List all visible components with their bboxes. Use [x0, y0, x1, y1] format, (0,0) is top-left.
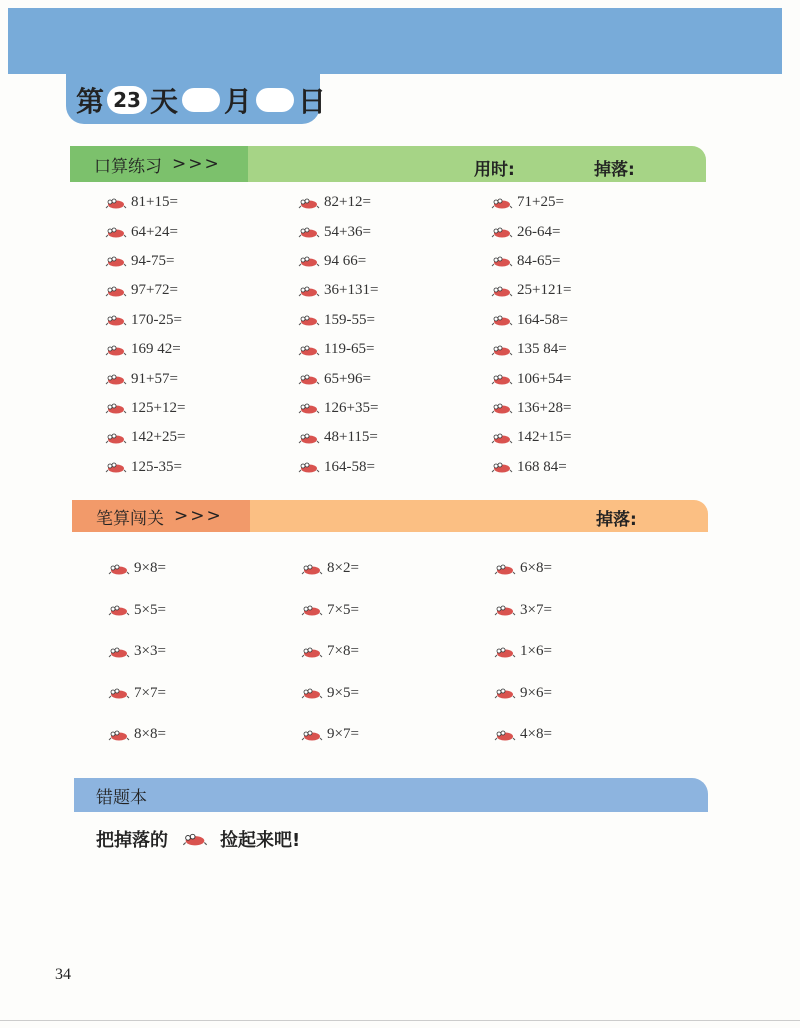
problem-text: 142+15= — [517, 429, 572, 446]
written-section-title: 笔算闯关 — [96, 508, 164, 529]
problem-text: 71+25= — [517, 194, 564, 211]
bug-icon — [298, 226, 320, 238]
oral-section-header — [70, 146, 248, 182]
bug-icon — [491, 402, 513, 414]
oral-problem — [298, 453, 491, 482]
oral-problem — [298, 335, 491, 364]
bug-icon — [298, 314, 320, 326]
problem-text: 94-75= — [131, 252, 175, 269]
oral-problem — [105, 276, 298, 305]
mistake-notebook-title: 错题本 — [96, 787, 147, 808]
written-chevrons: >>> — [174, 506, 223, 526]
problem-text: 7×5= — [327, 601, 359, 618]
problem-text: 7×8= — [327, 643, 359, 660]
bug-icon — [105, 461, 127, 473]
written-problem — [494, 673, 687, 715]
oral-problem — [491, 188, 684, 217]
problem-text: 36+131= — [324, 282, 379, 299]
written-problem — [494, 714, 687, 756]
oral-problem — [298, 364, 491, 393]
oral-problem — [491, 247, 684, 276]
problem-text: 6×8= — [520, 560, 552, 577]
oral-problem — [105, 364, 298, 393]
problem-text: 82+12= — [324, 194, 371, 211]
problem-text: 9×7= — [327, 726, 359, 743]
bug-icon — [108, 729, 130, 741]
bug-icon — [494, 729, 516, 741]
problem-text: 170-25= — [131, 311, 182, 328]
written-problem — [301, 631, 494, 673]
oral-problem — [491, 423, 684, 452]
problem-text: 8×2= — [327, 560, 359, 577]
problem-text: 65+96= — [324, 370, 371, 387]
written-problem — [301, 590, 494, 632]
oral-problem — [105, 335, 298, 364]
problem-text: 125+12= — [131, 399, 186, 416]
pickup-text-before: 把掉落的 — [96, 830, 168, 851]
bug-icon — [105, 314, 127, 326]
bug-icon — [491, 314, 513, 326]
problem-text: 48+115= — [324, 429, 378, 446]
problem-text: 81+15= — [131, 194, 178, 211]
oral-problem — [491, 217, 684, 246]
bug-icon — [298, 344, 320, 356]
written-problem — [108, 631, 301, 673]
oral-problem — [298, 217, 491, 246]
oral-problem — [298, 423, 491, 452]
bug-icon — [491, 197, 513, 209]
bug-icon — [301, 687, 323, 699]
bug-icon — [494, 687, 516, 699]
bug-icon — [494, 604, 516, 616]
bug-icon — [491, 344, 513, 356]
written-problem — [494, 548, 687, 590]
written-problem — [108, 590, 301, 632]
pickup-instruction — [96, 826, 300, 852]
problem-text: 3×3= — [134, 643, 166, 660]
oral-time-label: 用时: — [474, 160, 515, 180]
oral-problem — [105, 188, 298, 217]
oral-dropped-label: 掉落: — [594, 160, 635, 180]
oral-problem — [105, 306, 298, 335]
written-problem — [108, 548, 301, 590]
problem-text: 94 66= — [324, 252, 367, 269]
bug-icon — [298, 373, 320, 385]
problem-text: 106+54= — [517, 370, 572, 387]
bug-icon — [105, 285, 127, 297]
page-number: 34 — [55, 966, 71, 983]
problem-text: 3×7= — [520, 601, 552, 618]
date-label: 日 — [298, 85, 327, 118]
oral-chevrons: >>> — [172, 154, 221, 174]
oral-problem — [491, 364, 684, 393]
problem-text: 8×8= — [134, 726, 166, 743]
oral-problem — [105, 247, 298, 276]
bug-icon — [301, 563, 323, 575]
oral-problem — [298, 247, 491, 276]
oral-problem — [491, 453, 684, 482]
problem-text: 168 84= — [517, 458, 567, 475]
problem-text: 91+57= — [131, 370, 178, 387]
problem-text: 135 84= — [517, 341, 567, 358]
problem-text: 9×6= — [520, 684, 552, 701]
oral-problem — [105, 217, 298, 246]
problem-text: 97+72= — [131, 282, 178, 299]
problem-text: 125-35= — [131, 458, 182, 475]
problem-text: 142+25= — [131, 429, 186, 446]
problem-text: 4×8= — [520, 726, 552, 743]
oral-problem — [105, 423, 298, 452]
oral-problem — [105, 453, 298, 482]
bug-icon — [108, 646, 130, 658]
problem-text: 169 42= — [131, 341, 181, 358]
bug-icon — [494, 646, 516, 658]
bug-icon — [105, 402, 127, 414]
bug-icon — [491, 373, 513, 385]
page-bottom-edge — [0, 1020, 800, 1021]
month-label: 月 — [224, 85, 253, 118]
bug-icon — [301, 646, 323, 658]
written-problem-grid — [108, 548, 687, 756]
bug-icon — [491, 226, 513, 238]
problem-text: 136+28= — [517, 399, 572, 416]
written-problem — [301, 673, 494, 715]
bug-icon — [298, 461, 320, 473]
bug-icon — [298, 285, 320, 297]
problem-text: 54+36= — [324, 223, 371, 240]
written-dropped-label: 掉落: — [596, 510, 637, 530]
month-blank[interactable] — [182, 88, 220, 112]
problem-text: 119-65= — [324, 341, 375, 358]
oral-problem — [491, 276, 684, 305]
bug-icon — [182, 832, 208, 846]
oral-problem — [491, 306, 684, 335]
bug-icon — [301, 604, 323, 616]
bug-icon — [491, 255, 513, 267]
bug-icon — [298, 255, 320, 267]
oral-problem — [298, 394, 491, 423]
bug-icon — [494, 563, 516, 575]
oral-section-title: 口算练习 — [94, 156, 162, 177]
problem-text: 9×5= — [327, 684, 359, 701]
mistake-notebook-bar — [74, 778, 708, 812]
bug-icon — [108, 563, 130, 575]
written-problem — [108, 714, 301, 756]
oral-problem — [298, 188, 491, 217]
bug-icon — [298, 402, 320, 414]
bug-icon — [105, 373, 127, 385]
day-label — [76, 80, 326, 120]
written-problem — [301, 714, 494, 756]
problem-text: 26-64= — [517, 223, 561, 240]
problem-text: 126+35= — [324, 399, 379, 416]
pickup-text-after: 捡起来吧! — [220, 830, 301, 851]
top-header-band — [8, 8, 782, 74]
problem-text: 164-58= — [324, 458, 375, 475]
problem-text: 159-55= — [324, 311, 375, 328]
written-problem — [494, 631, 687, 673]
day-suffix: 天 — [150, 85, 179, 118]
written-problem — [108, 673, 301, 715]
written-problem — [301, 548, 494, 590]
oral-problem-grid — [105, 188, 684, 482]
problem-text: 9×8= — [134, 560, 166, 577]
bug-icon — [108, 687, 130, 699]
bug-icon — [105, 344, 127, 356]
problem-text: 164-58= — [517, 311, 568, 328]
bug-icon — [298, 197, 320, 209]
problem-text: 1×6= — [520, 643, 552, 660]
bug-icon — [491, 432, 513, 444]
bug-icon — [491, 461, 513, 473]
bug-icon — [105, 226, 127, 238]
bug-icon — [105, 432, 127, 444]
written-section-header — [72, 500, 250, 532]
problem-text: 7×7= — [134, 684, 166, 701]
day-number: 23 — [107, 86, 147, 114]
day-prefix: 第 — [76, 85, 105, 118]
problem-text: 25+121= — [517, 282, 572, 299]
bug-icon — [491, 285, 513, 297]
problem-text: 64+24= — [131, 223, 178, 240]
bug-icon — [105, 197, 127, 209]
date-blank[interactable] — [256, 88, 294, 112]
problem-text: 5×5= — [134, 601, 166, 618]
oral-problem — [298, 276, 491, 305]
oral-problem — [491, 394, 684, 423]
oral-problem — [105, 394, 298, 423]
bug-icon — [105, 255, 127, 267]
bug-icon — [108, 604, 130, 616]
bug-icon — [301, 729, 323, 741]
oral-problem — [491, 335, 684, 364]
problem-text: 84-65= — [517, 252, 561, 269]
written-problem — [494, 590, 687, 632]
oral-problem — [298, 306, 491, 335]
bug-icon — [298, 432, 320, 444]
